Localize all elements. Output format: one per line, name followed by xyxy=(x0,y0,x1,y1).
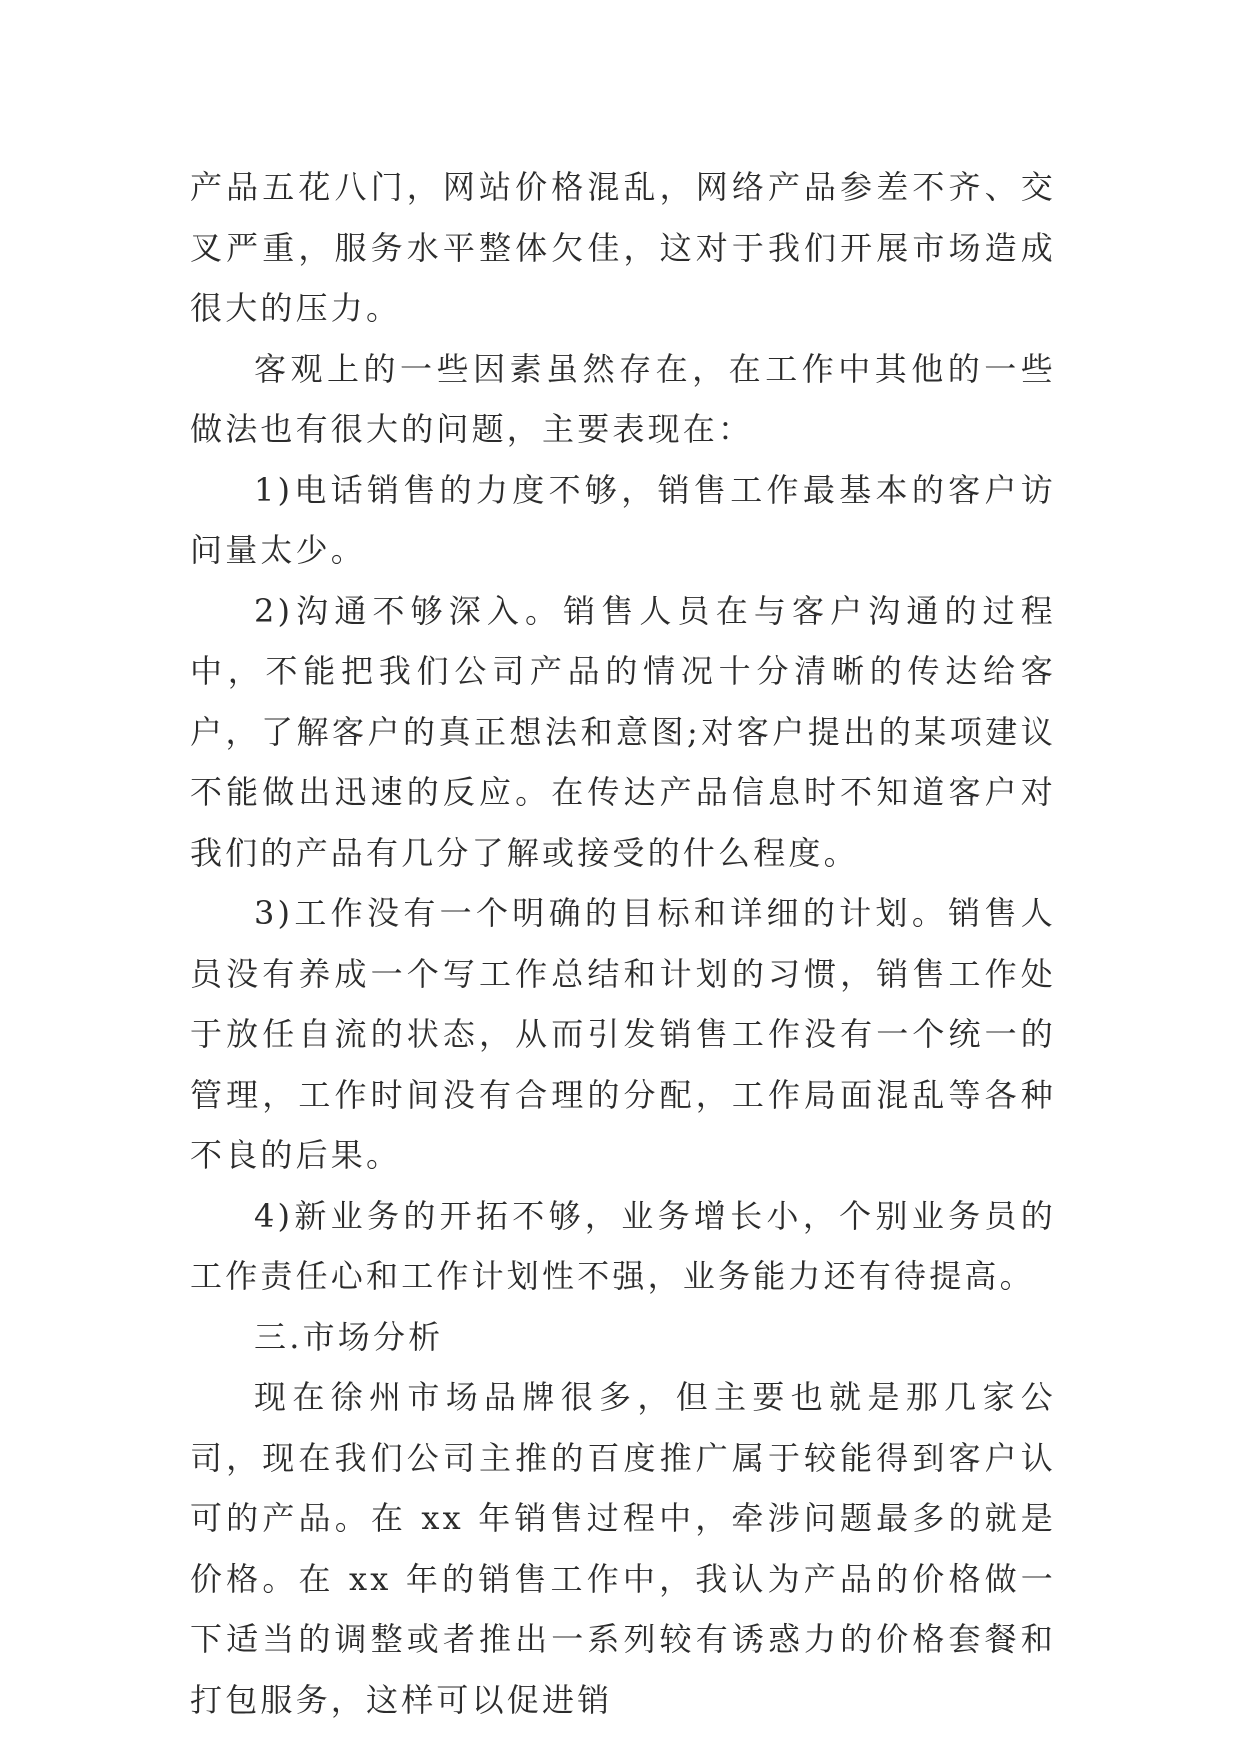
section-heading-market-analysis: 三.市场分析 xyxy=(254,1317,444,1356)
paragraph-market-pressure: 产品五花八门，网站价格混乱，网络产品参差不齐、交叉严重，服务水平整体欠佳，这对于我们开展市场造成很大的压力。 xyxy=(190,168,1056,327)
paragraph-market-analysis: 现在徐州市场品牌很多，但主要也就是那几家公司，现在我们公司主推的百度推广属于较能得到客户认可的产品。在 xx 年销售过程中，牵涉问题最多的就是价格。在 xx 年的销售工作中，我认为产品的价格做一下适当的调整或者推出一系列较有诱惑力的价格套餐和打包服务，这样可以促进销 xyxy=(190,1378,1056,1719)
paragraph-problems-intro: 客观上的一些因素虽然存在，在工作中其他的一些做法也有很大的问题，主要表现在： xyxy=(190,349,1056,448)
paragraph-problem-4: 4)新业务的开拓不够，业务增长小，个别业务员的工作责任心和工作计划性不强，业务能力还有待提高。 xyxy=(190,1196,1056,1295)
paragraph-problem-3: 3)工作没有一个明确的目标和详细的计划。销售人员没有养成一个写工作总结和计划的习惯，销售工作处于放任自流的状态，从而引发销售工作没有一个统一的管理，工作时间没有合理的分配，工作局面混乱等各种不良的后果。 xyxy=(190,894,1056,1174)
document-body xyxy=(190,157,1056,1730)
paragraph-problem-1: 1)电话销售的力度不够，销售工作最基本的客户访问量太少。 xyxy=(190,470,1056,569)
paragraph-problem-2: 2)沟通不够深入。销售人员在与客户沟通的过程中，不能把我们公司产品的情况十分清晰的传达给客户，了解客户的真正想法和意图;对客户提出的某项建议不能做出迅速的反应。在传达产品信息时不知道客户对我们的产品有几分了解或接受的什么程度。 xyxy=(190,591,1056,872)
